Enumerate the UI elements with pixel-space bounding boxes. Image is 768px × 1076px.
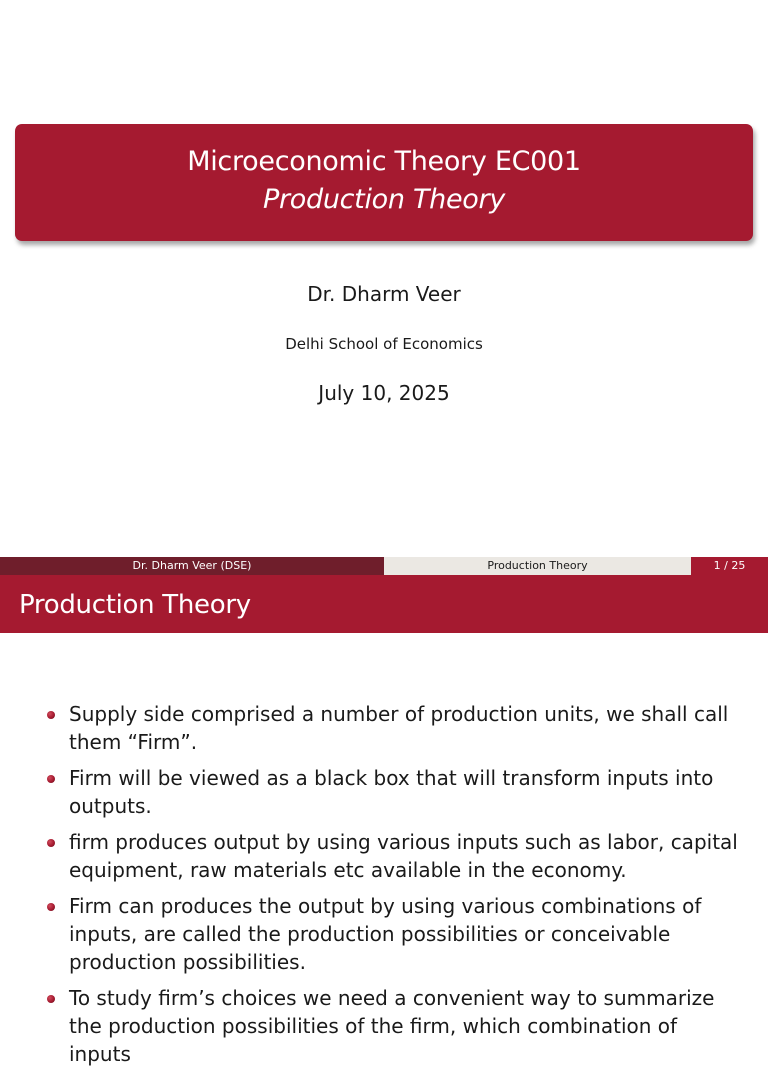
author-name: Dr. Dharm Veer (307, 282, 461, 306)
presentation-title: Microeconomic Theory EC001 (187, 146, 581, 177)
bullet-text: Firm can produces the output by using various combinations of inputs, are called the production possibilities or conceivable production possibilities. (69, 894, 702, 974)
bullet-icon (47, 711, 55, 719)
list-item (0, 892, 768, 976)
list-item (0, 764, 768, 820)
bullet-icon (47, 903, 55, 911)
list-item (0, 828, 768, 884)
bullet-icon (47, 839, 55, 847)
bullet-list (0, 700, 768, 1076)
footline-page-number: 1 / 25 (691, 557, 768, 575)
bullet-icon (47, 775, 55, 783)
bullet-text: To study firm’s choices we need a convenient way to summarize the production possibilities of the firm, which combination of inputs (69, 986, 715, 1066)
presentation-date: July 10, 2025 (318, 381, 450, 405)
footline-author: Dr. Dharm Veer (DSE) (0, 557, 384, 575)
footline (0, 557, 768, 575)
bullet-text: Firm will be viewed as a black box that will transform inputs into outputs. (69, 766, 714, 818)
list-item (0, 984, 768, 1068)
bullet-icon (47, 995, 55, 1003)
presentation-subtitle: Production Theory (262, 184, 505, 215)
institute-name: Delhi School of Economics (285, 335, 483, 353)
frame-title-bar (0, 575, 768, 633)
bullet-text: firm produces output by using various inputs such as labor, capital equipment, raw materials etc available in the economy. (69, 830, 738, 882)
footline-title: Production Theory (384, 557, 691, 575)
list-item (0, 700, 768, 756)
bullet-text: Supply side comprised a number of production units, we shall call them “Firm”. (69, 702, 729, 754)
title-block (15, 124, 753, 241)
frame-title: Production Theory (19, 590, 251, 620)
